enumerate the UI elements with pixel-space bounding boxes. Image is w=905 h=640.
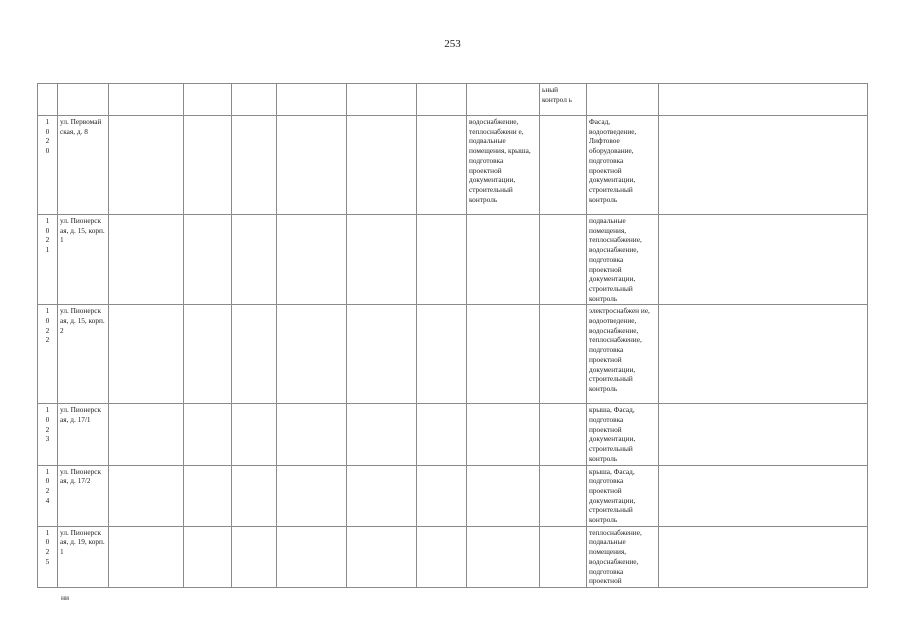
works-cell-planned: крыша, Фасад, подготовка проектной документации, строительный контроль bbox=[587, 465, 659, 526]
table-row bbox=[38, 404, 868, 465]
works-cell bbox=[467, 305, 540, 404]
works-cell-planned: подвальные помещения, теплоснабжение, водоснабжение, подготовка проектной документации, строительный контроль bbox=[587, 215, 659, 305]
table-row bbox=[38, 526, 868, 587]
table-row-continuation bbox=[38, 84, 868, 116]
footer-text: ни bbox=[61, 593, 70, 602]
works-cell-planned: электроснабжен ие, водоотведение, водоснабжение, теплоснабжение, подготовка проектной документации, строительный контроль bbox=[587, 305, 659, 404]
page-number: 253 bbox=[444, 38, 461, 50]
address-cell: ул. Пионерск ая, д. 19, корп. 1 bbox=[58, 526, 109, 587]
row-number: 1 0 2 1 bbox=[38, 215, 58, 305]
row-number: 1 0 2 4 bbox=[38, 465, 58, 526]
address-cell: ул. Пионерск ая, д. 17/2 bbox=[58, 465, 109, 526]
table-row bbox=[38, 116, 868, 215]
table-cell-control: ьный контрол ь bbox=[540, 84, 587, 116]
works-cell-planned: крыша, Фасад, подготовка проектной документации, строительный контроль bbox=[587, 404, 659, 465]
works-cell-planned: Фасад, водоотведение, Лифтовое оборудование, подготовка проектной документации, строительный контроль bbox=[587, 116, 659, 215]
works-cell-planned: теплоснабжение, подвальные помещения, водоснабжение, подготовка проектной bbox=[587, 526, 659, 587]
address-cell: ул. Первомай ская, д. 8 bbox=[58, 116, 109, 215]
table-row bbox=[38, 465, 868, 526]
address-cell: ул. Пионерск ая, д. 15, корп. 1 bbox=[58, 215, 109, 305]
works-cell bbox=[467, 404, 540, 465]
table-row bbox=[38, 215, 868, 305]
repair-schedule-table bbox=[37, 83, 868, 588]
row-number: 1 0 2 2 bbox=[38, 305, 58, 404]
works-cell: водоснабжение, теплоснабжени е, подвальные помещения, крыша, подготовка проектной документации, строительный контроль bbox=[467, 116, 540, 215]
works-cell bbox=[467, 465, 540, 526]
row-number: 1 0 2 3 bbox=[38, 404, 58, 465]
works-cell bbox=[467, 215, 540, 305]
works-cell bbox=[467, 526, 540, 587]
row-number: 1 0 2 5 bbox=[38, 526, 58, 587]
row-number: 1 0 2 0 bbox=[38, 116, 58, 215]
table-row bbox=[38, 305, 868, 404]
address-cell: ул. Пионерск ая, д. 15, корп. 2 bbox=[58, 305, 109, 404]
address-cell: ул. Пионерск ая, д. 17/1 bbox=[58, 404, 109, 465]
